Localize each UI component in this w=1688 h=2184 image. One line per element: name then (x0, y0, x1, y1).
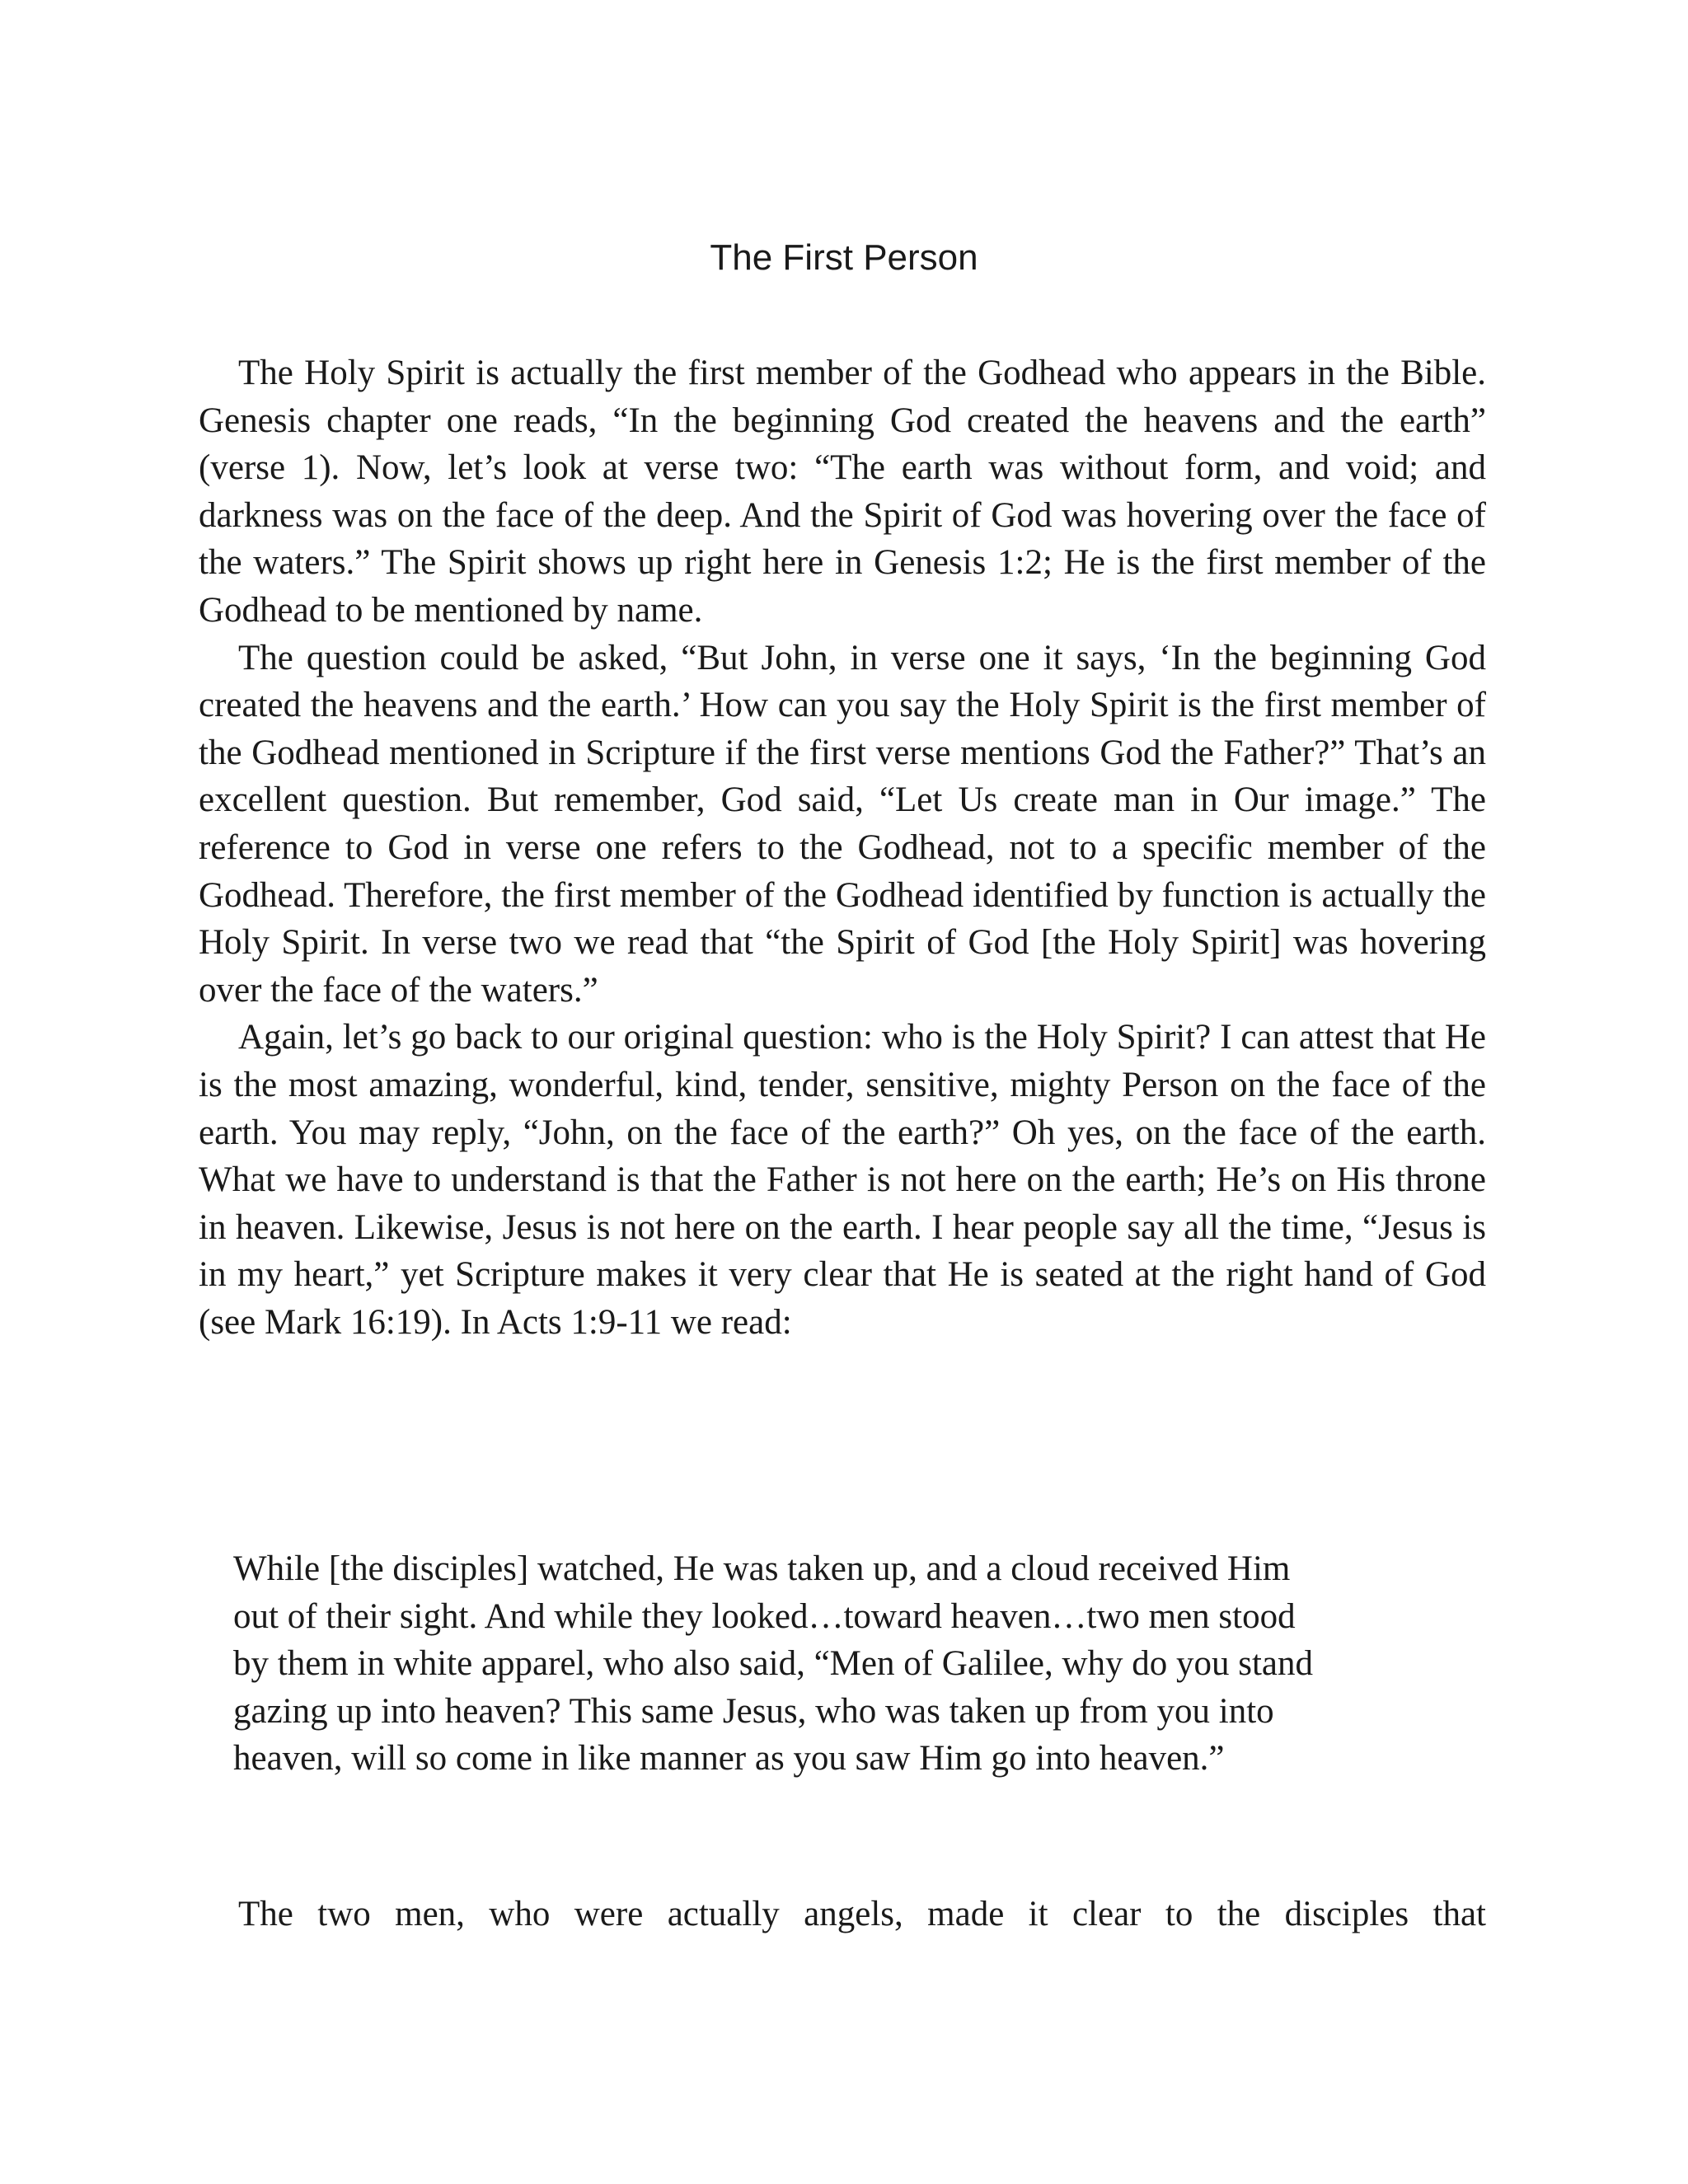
paragraph-4: The two men, who were actually angels, made it clear to the disciples that (238, 1895, 1486, 1933)
block-quote-line: by them in white apparel, who also said, “Men of Galilee, why do you stand (233, 1644, 1314, 1684)
block-quote-line: out of their sight. And while they looked…toward heaven…two men stood (233, 1596, 1296, 1636)
block-quote (233, 1545, 1453, 1783)
paragraph-2: The question could be asked, “But John, in verse one it says, ‘In the beginning God created the heavens and the earth.’ How can you say the Holy Spirit is the first member of the Godhead mentioned in Scripture if the first verse mentions God the Father?” That’s an excellent question. But remember, God said, “Let Us create man in Our image.” The reference to God in verse one refers to the Godhead, not to a specific member of the Godhead. Therefore, the first member of the Godhead identified by function is actually the Holy Spirit. In verse two we read that “the Spirit of God [the Holy Spirit] was hovering over the face of the waters.” (199, 638, 1486, 1010)
block-quote-line: heaven, will so come in like manner as you saw Him go into heaven.” (233, 1739, 1225, 1779)
paragraph-1: The Holy Spirit is actually the first member of the Godhead who appears in the Bible. Genesis chapter one reads, “In the beginning God created the heavens and the earth” (verse 1). Now, let’s look at verse two: “The earth was without form, and void; and darkness was on the face of the deep. And the Spirit of God was hovering over the face of the waters.” The Spirit shows up right here in Genesis 1:2; He is the first member of the Godhead to be mentioned by name. (199, 354, 1486, 630)
chapter-title: The First Person (710, 237, 978, 278)
continuation-text (199, 1891, 1486, 1938)
body-text (199, 349, 1486, 1346)
block-quote-line: While [the disciples] watched, He was taken up, and a cloud received Him (233, 1549, 1291, 1588)
block-quote-line: gazing up into heaven? This same Jesus, who was taken up from you into (233, 1691, 1274, 1731)
paragraph-3: Again, let’s go back to our original question: who is the Holy Spirit? I can attest that He is the most amazing, wonderful, kind, tender, sensitive, mighty Person on the face of the earth. You may reply, “John, on the face of the earth?” Oh yes, on the face of the earth. What we have to understand is that the Father is not here on the earth; He’s on His throne in heaven. Likewise, Jesus is not here on the earth. I hear people say all the time, “Jesus is in my heart,” yet Scripture makes it very clear that He is seated at the right hand of God (see Mark 16:19). In Acts 1:9-11 we read: (199, 1018, 1486, 1342)
